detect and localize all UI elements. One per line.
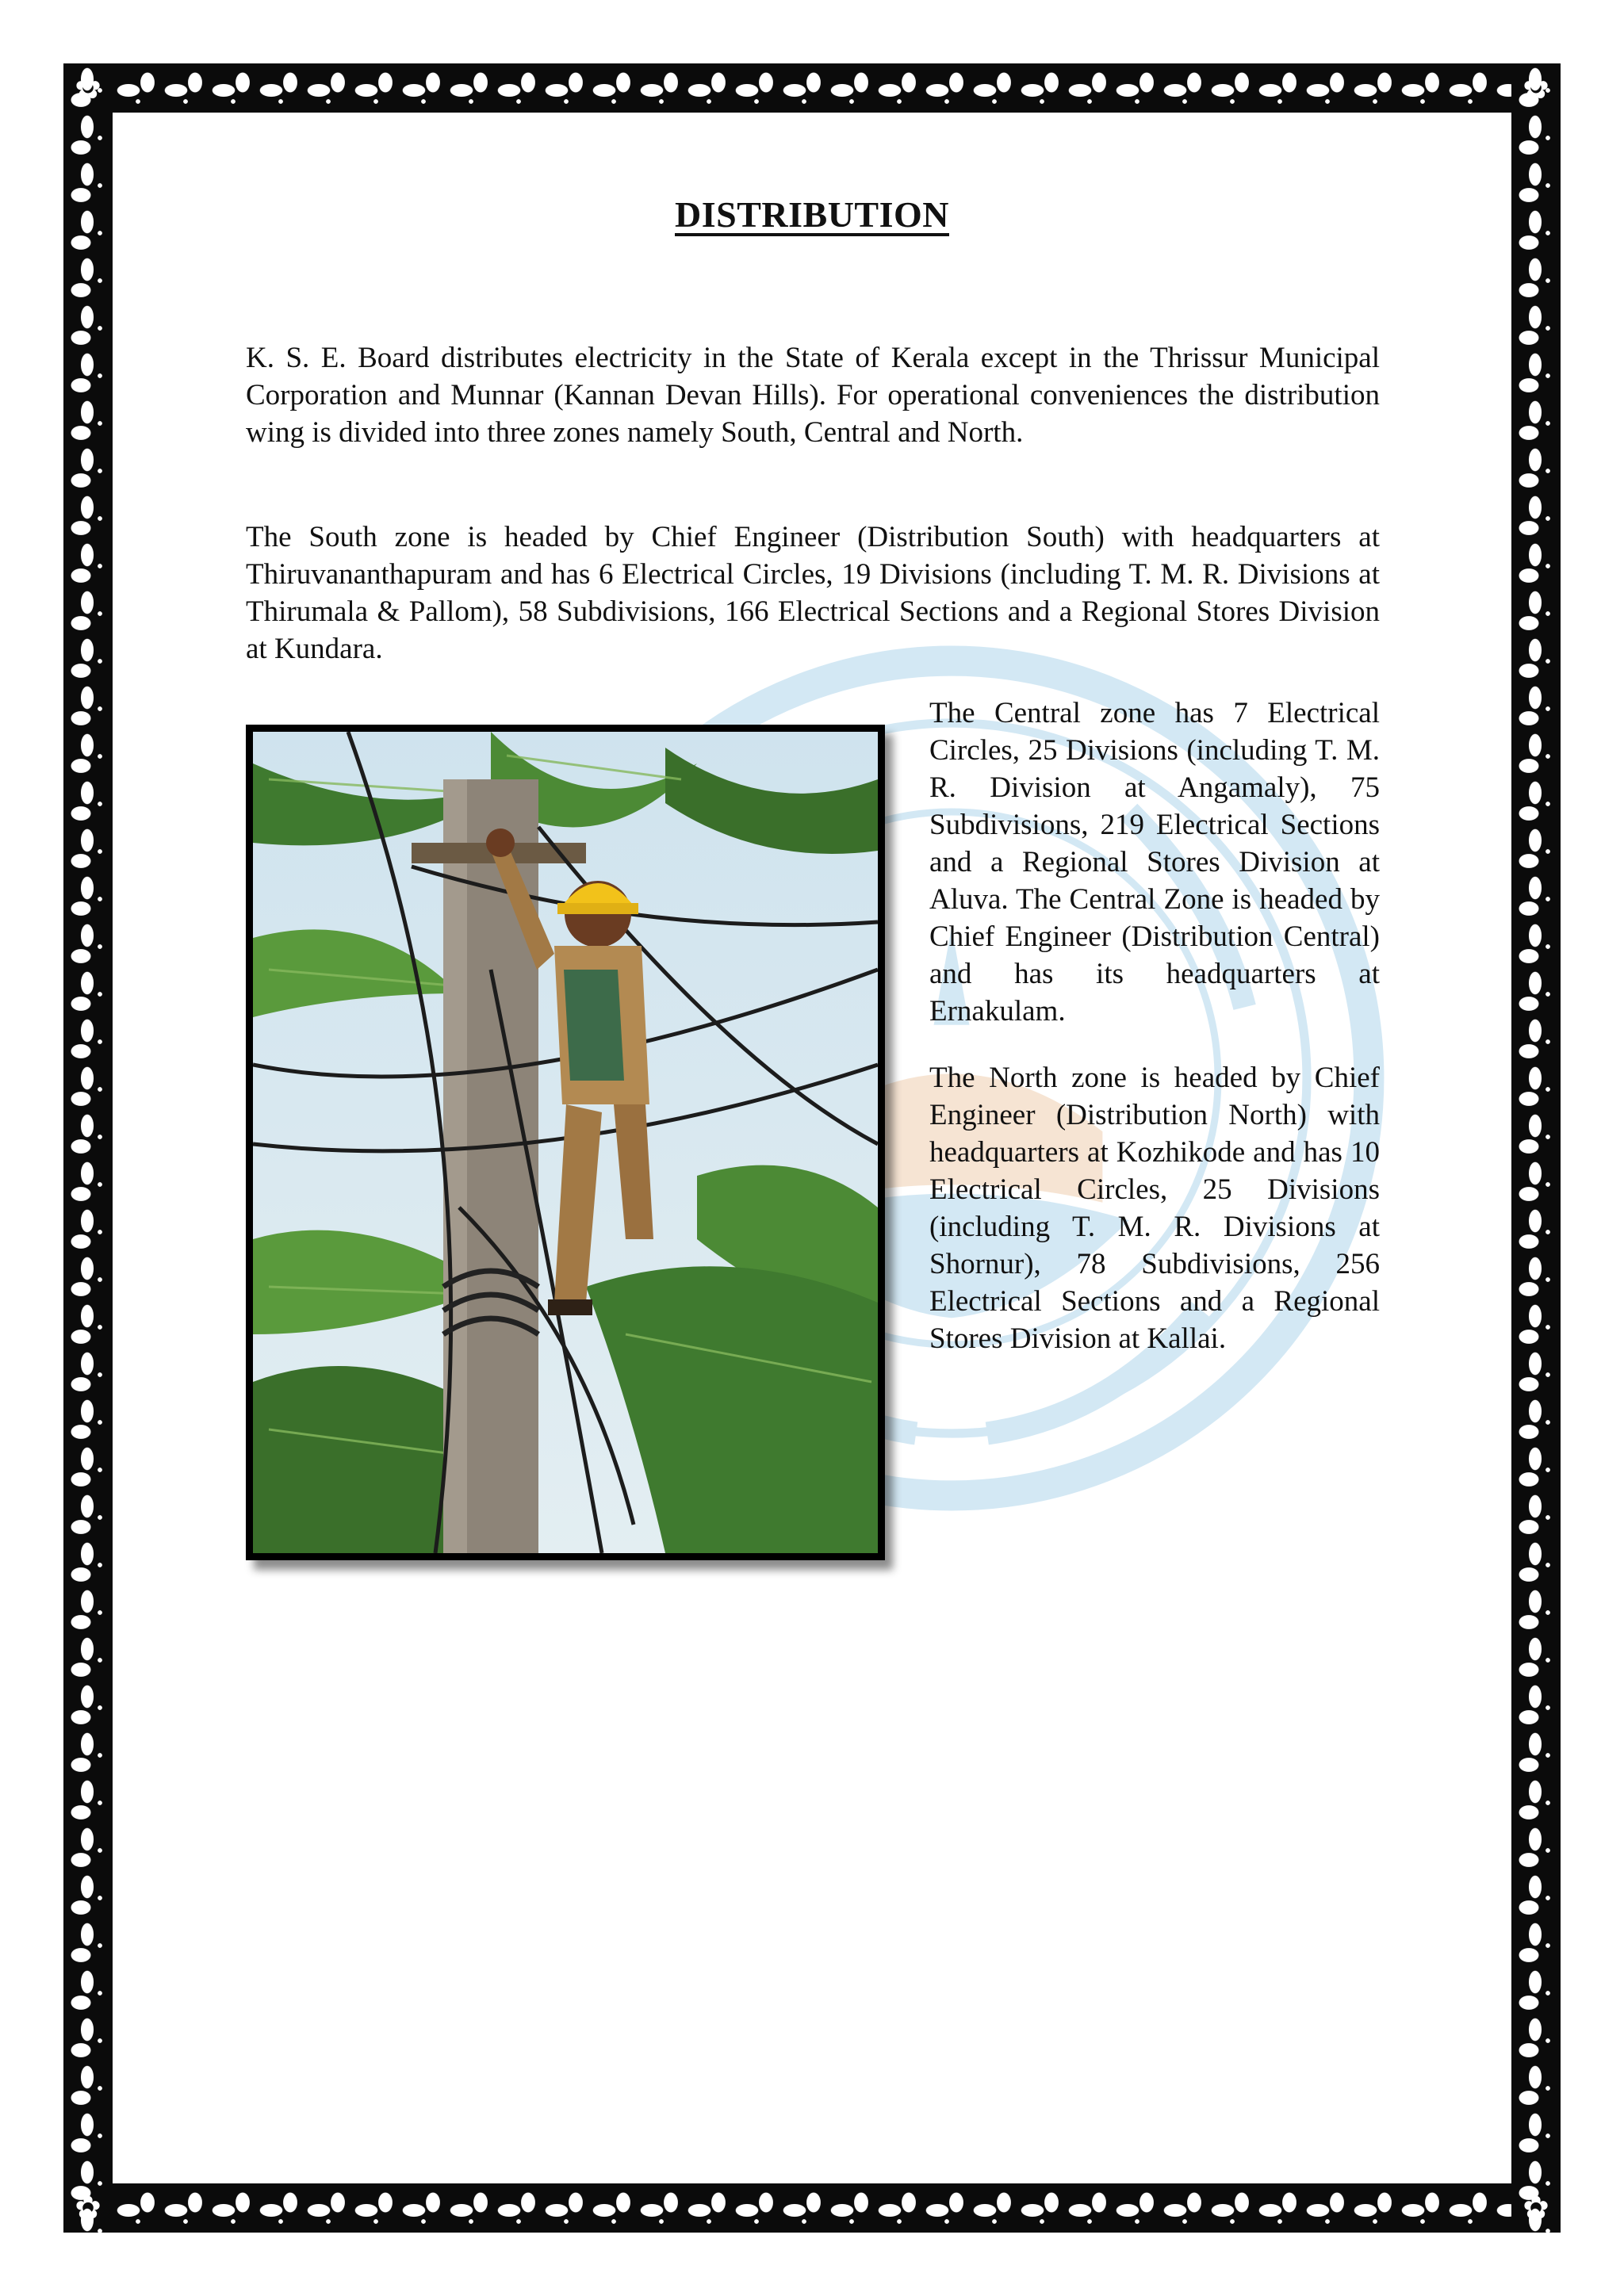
north-zone-paragraph: The North zone is headed by Chief Engineer (Distribution North) with headquarters at Kozhikode and has 10 Electrical Circles, 25 Divisions (including T. M. R. Divisions at Shornur), 78 Subdivisions, 256 Electrical Sections and a Regional Stores Division at Kallai. <box>929 1062 1380 1355</box>
flower-icon: ✿ <box>75 70 102 106</box>
page-border-left <box>63 63 113 2233</box>
flower-icon: ✿ <box>1522 2190 1549 2226</box>
flower-icon: ✿ <box>75 2190 102 2226</box>
intro-paragraph: K. S. E. Board distributes electricity in the State of Kerala except in the Thrissur Municipal Corporation and Munnar (Kannan Devan Hills). For operational conveniences the distribution wing is divided into three zones namely South, Central and North. <box>246 342 1380 449</box>
central-zone-paragraph: The Central zone has 7 Electrical Circles, 25 Divisions (including T. M. R. Division at Angamaly), 75 Subdivisions, 219 Electrical Sections and a Regional Stores Division at Aluva. The Central Zone is headed by Chief Engineer (Distribution Central) and has its headquarters at Ernakulam. <box>929 697 1380 1027</box>
south-zone-paragraph: The South zone is headed by Chief Engineer (Distribution South) with headquarters at Thiruvananthapuram and has 6 Electrical Circles, 19 Divisions (including T. M. R. Divisions at Thirumala & Pallom), 58 Subdivisions, 166 Electrical Sections and a Regional Stores Division at Kundara. <box>246 521 1380 665</box>
page-border-right <box>1511 63 1561 2233</box>
flower-icon: ✿ <box>1522 70 1549 106</box>
lineman-photo-illustration <box>253 732 878 1553</box>
page-title: DISTRIBUTION <box>675 194 949 235</box>
page-border-top <box>63 63 1561 113</box>
page-border-bottom <box>63 2183 1561 2233</box>
lineman-photo <box>246 725 885 1560</box>
